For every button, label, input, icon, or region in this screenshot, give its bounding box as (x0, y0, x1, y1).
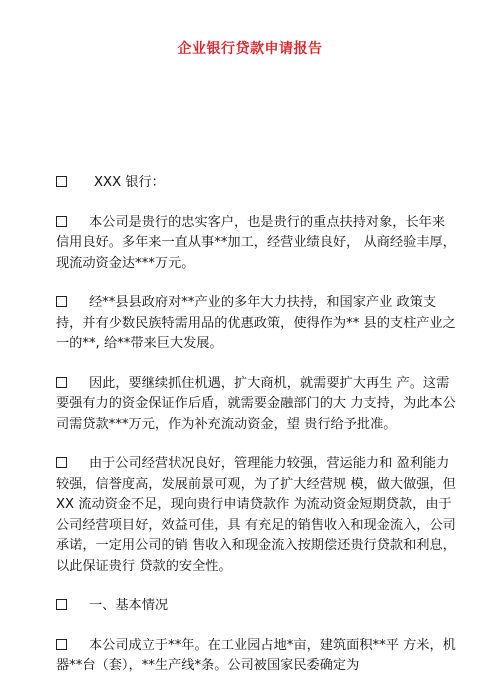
paragraph-text: 一、基本情况 (89, 598, 169, 613)
paragraph-salutation (56, 173, 458, 194)
checkbox-glyph-icon (56, 176, 67, 187)
paragraph-text: XXX 银行： (94, 175, 165, 190)
checkbox-glyph-icon (56, 296, 67, 307)
document-body (56, 173, 458, 696)
paragraph (56, 213, 458, 275)
checkbox-glyph-icon (56, 457, 67, 468)
paragraph-text: 本公司是贵行的忠实客户，也是贵行的重点扶持对象，长年来信用良好。多年来一直从事**加工，经营业绩良好， 从商经验丰厚，现流动资金达***万元。 (56, 214, 456, 271)
checkbox-glyph-icon (56, 639, 67, 650)
paragraph-text: 本公司成立于**年。在工业园占地*亩，建筑面积**平 方米，机器**台（套），**生产线*条。公司被国家民委确定为 (56, 637, 456, 673)
checkbox-glyph-icon (56, 599, 67, 610)
paragraph (56, 454, 458, 577)
paragraph (56, 636, 458, 677)
checkbox-glyph-icon (56, 377, 67, 388)
paragraph-text: 由于公司经营状况良好，管理能力较强，营运能力和 盈利能力较强，信誉度高，发展前景可观，为了扩大经营规 模，做大做强，但 XX 流动资金不足，现向贵行申请贷款作 为流动资金短期贷款，由于公司经营项目好，效益可佳，具 有充足的销售收入和现金流入，公司承诺，一定用公司的销 售收入和现金流入按期偿还贵行贷款和利息，以此保证贵行 贷款的安全性。 (56, 456, 456, 574)
section-heading (56, 596, 458, 617)
paragraph-text: 因此，要继续抓住机遇，扩大商机，就需要扩大再生 产。这需要强有力的资金保证作后盾，就需要金融部门的大 力支持，为此本公司需贷款***万元，作为补充流动资金，望 贵行给予批准。 (56, 375, 456, 432)
paragraph-text: 经**县县政府对**产业的多年大力扶持，和国家产业 政策支持，并有少数民族特需用品的优惠政策，使得作为** 县的支柱产业之一的**, 给**带来巨大发展。 (56, 295, 456, 351)
paragraph (56, 293, 458, 355)
paragraph (56, 374, 458, 436)
document-title: 企业银行贷款申请报告 (177, 41, 323, 57)
checkbox-glyph-icon (56, 216, 67, 227)
